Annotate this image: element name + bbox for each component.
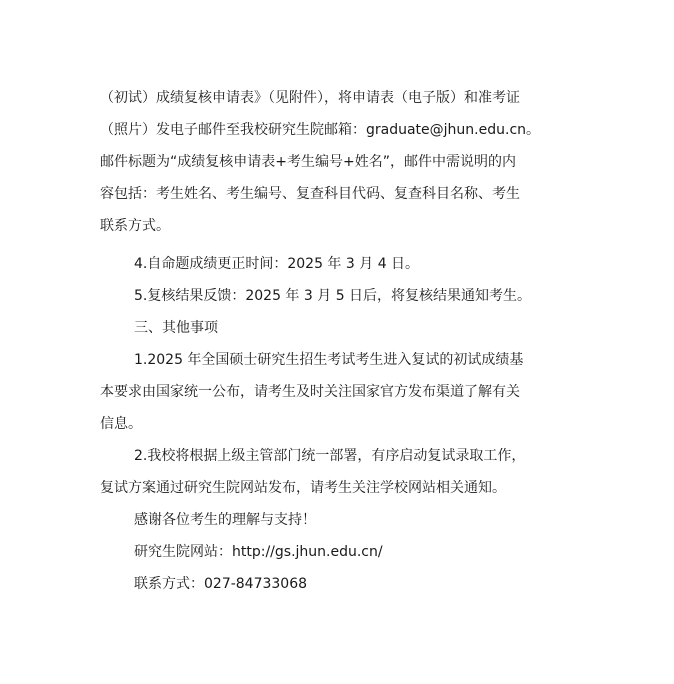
paragraph-line: 邮件标题为“成绩复核申请表+考生编号+姓名”，邮件中需说明的内	[100, 154, 516, 170]
paragraph-line: 1.2025 年全国硕士研究生招生考试考生进入复试的初试成绩基	[134, 352, 524, 368]
paragraph-line: （初试）成绩复核申请表》（见附件），将申请表（电子版）和准考证	[100, 90, 520, 106]
paragraph-line: （照片）发电子邮件至我校研究生院邮箱：graduate@jhun.edu.cn。	[100, 122, 541, 138]
paragraph-line: 容包括：考生姓名、考生编号、复查科目代码、复查科目名称、考生	[100, 186, 520, 202]
thanks-message: 感谢各位考生的理解与支持！	[134, 512, 316, 528]
document-body	[100, 88, 584, 600]
review-application-paragraph	[100, 88, 584, 236]
section-other-heading: 三、其他事项	[134, 320, 218, 336]
paragraph-line: 2.我校将根据上级主管部门统一部署，有序启动复试录取工作，	[134, 448, 526, 464]
paragraph-line: 复试方案通过研究生院网站发布，请考生关注学校网站相关通知。	[100, 480, 506, 496]
other-item-1	[100, 344, 584, 440]
other-item-2	[100, 440, 584, 504]
item-4-score-correction: 4.自命题成绩更正时间：2025 年 3 月 4 日。	[134, 256, 420, 272]
graduate-school-website[interactable]: 研究生院网站：http://gs.jhun.edu.cn/	[134, 544, 383, 560]
paragraph-line: 本要求由国家统一公布，请考生及时关注国家官方发布渠道了解有关	[100, 384, 520, 400]
paragraph-line: 联系方式。	[100, 218, 170, 234]
paragraph-line: 信息。	[100, 416, 142, 432]
contact-phone: 联系方式：027-84733068	[134, 576, 308, 592]
item-5-review-feedback: 5.复核结果反馈：2025 年 3 月 5 日后，将复核结果通知考生。	[134, 288, 532, 304]
